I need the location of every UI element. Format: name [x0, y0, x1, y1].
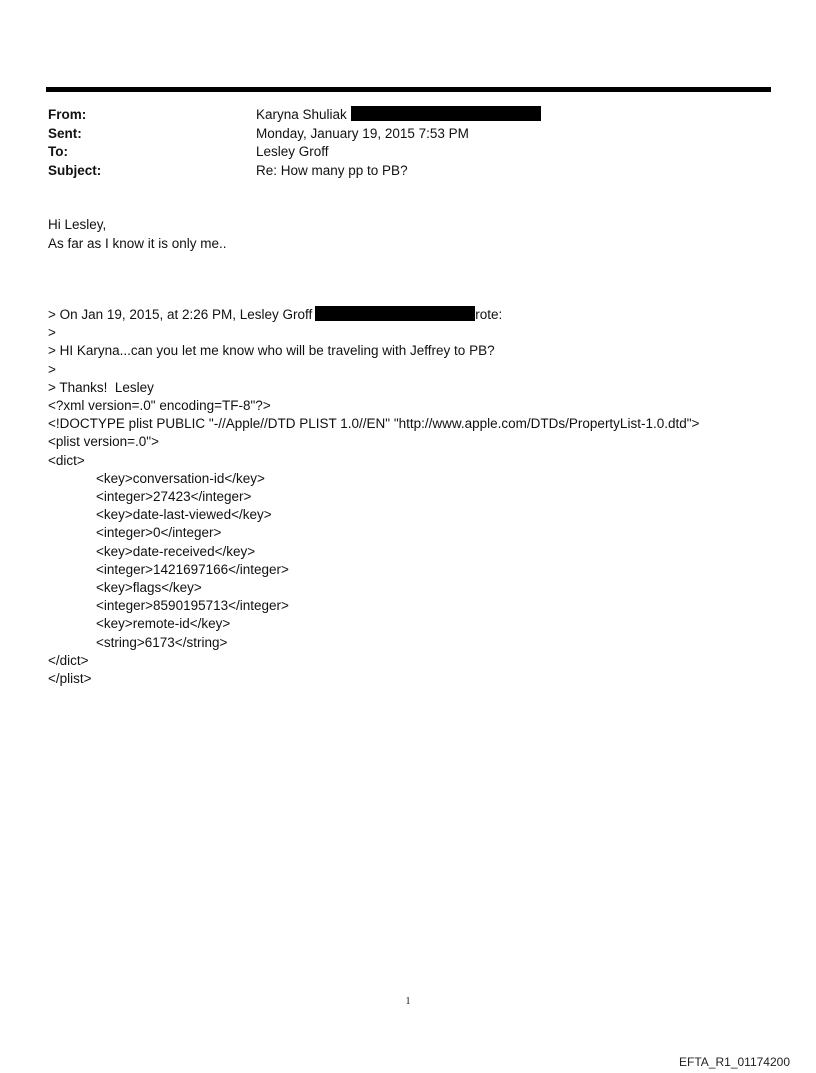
to-value: Lesley Groff — [256, 144, 329, 159]
attribution-wrote: rote: — [475, 307, 503, 322]
redaction-bar — [315, 306, 475, 321]
plist-entry: <key>date-received</key> — [96, 543, 256, 559]
quote-thanks: > Thanks! Lesley — [48, 379, 154, 395]
plist-entry: <key>conversation-id</key> — [96, 470, 265, 486]
sender-name: Karyna Shuliak — [256, 107, 347, 122]
plist-entry: <integer>27423</integer> — [96, 489, 252, 505]
to-row — [48, 143, 768, 162]
sent-row — [48, 125, 768, 144]
plist-doctype: <!DOCTYPE plist PUBLIC "-//Apple//DTD PLIST 1.0//EN" "http://www.apple.com/DTDs/PropertyList-1.0.dtd"> — [48, 416, 700, 432]
plist-open-tag: <plist version=.0"> — [48, 434, 159, 450]
sent-value: Monday, January 19, 2015 7:53 PM — [256, 125, 469, 141]
quoted-message — [48, 306, 788, 688]
plist-entry: <string>6173</string> — [96, 634, 228, 650]
document-id: EFTA_R1_01174200 — [679, 1055, 790, 1069]
header-rule — [46, 87, 771, 92]
plist-entry: <integer>8590195713</integer> — [96, 598, 289, 614]
dict-close-tag: </dict> — [48, 652, 89, 668]
from-label: From: — [48, 107, 87, 122]
plist-xml-declaration: <?xml version=.0" encoding=TF-8"?> — [48, 398, 271, 414]
greeting: Hi Lesley, — [48, 217, 107, 232]
subject-value: Re: How many pp to PB? — [256, 162, 408, 178]
subject-label: Subject: — [48, 162, 102, 178]
plist-close-tag: </plist> — [48, 671, 92, 687]
redaction-bar — [351, 106, 541, 121]
plist-entry: <integer>0</integer> — [96, 525, 222, 541]
sent-label: Sent: — [48, 125, 82, 141]
to-label: To: — [48, 144, 68, 159]
plist-entry: <key>remote-id</key> — [96, 616, 231, 632]
email-body — [48, 216, 768, 253]
quote-blank: > — [48, 361, 56, 377]
subject-row — [48, 162, 768, 181]
body-line: As far as I know it is only me.. — [48, 235, 227, 251]
from-row — [48, 106, 768, 125]
email-header — [48, 106, 768, 180]
plist-entry: <key>date-last-viewed</key> — [96, 507, 272, 523]
attribution-line — [48, 306, 788, 324]
from-value — [256, 106, 768, 125]
plist-entry: <key>flags</key> — [96, 580, 202, 596]
attribution-text: > On Jan 19, 2015, at 2:26 PM, Lesley Groff — [48, 307, 313, 322]
quote-blank: > — [48, 325, 56, 341]
dict-open-tag: <dict> — [48, 452, 85, 468]
plist-entry: <integer>1421697166</integer> — [96, 561, 289, 577]
quote-question: > HI Karyna...can you let me know who will be traveling with Jeffrey to PB? — [48, 343, 495, 359]
page-number: 1 — [405, 996, 411, 1007]
